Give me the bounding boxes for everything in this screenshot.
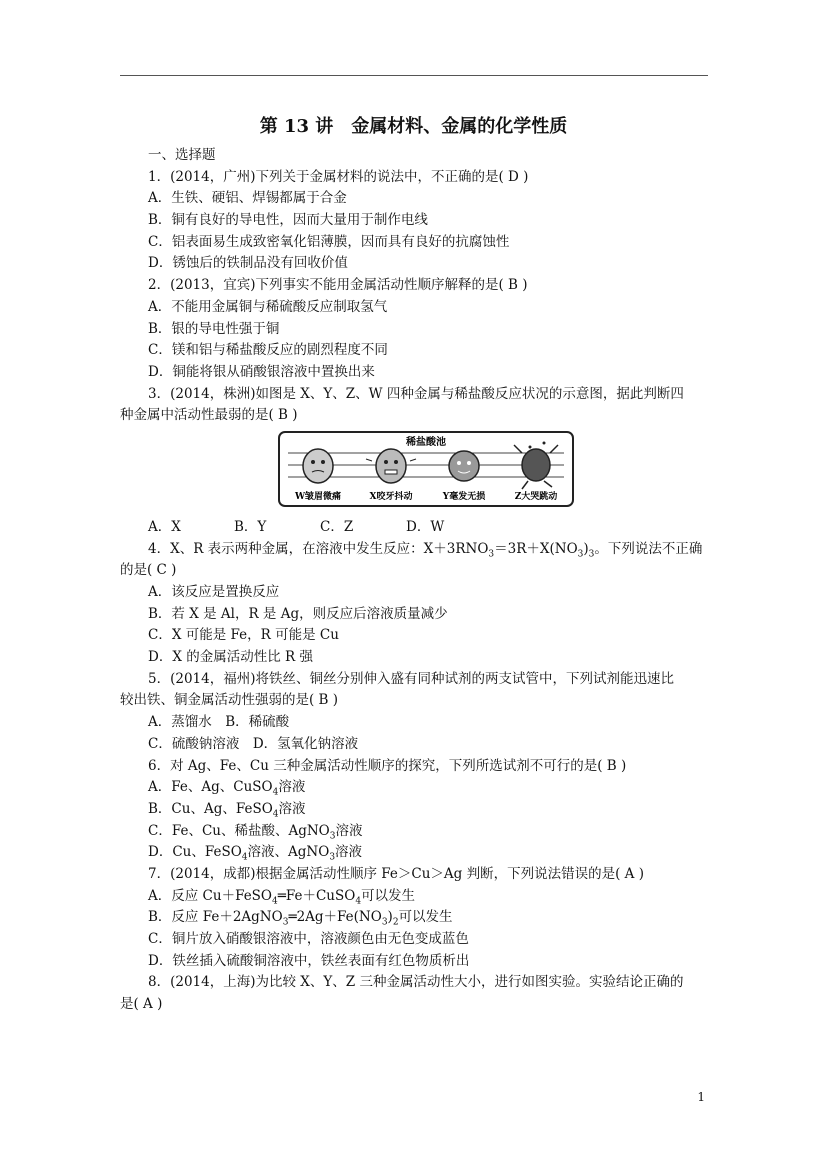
- q5-stem-line1: 5．(2014，福州)将铁丝、铜丝分别伸入盛有同种试剂的两支试管中，下列试剂能迅速比: [148, 670, 674, 687]
- q6-option-d: D．Cu、FeSO$_4$溶液、AgNO$_3$溶液: [148, 844, 363, 863]
- reaction-pool-illustration: [278, 431, 574, 507]
- q3-option-a: A．X: [148, 518, 181, 535]
- q3-stem-line1: 3．(2014，株洲)如图是 X、Y、Z、W 四种金属与稀盐酸反应状况的示意图，据此判断四: [148, 385, 684, 402]
- q1-stem: 1．(2014，广州)下列关于金属材料的说法中，不正确的是( D ): [148, 168, 529, 185]
- caption-z: Z大哭跳动: [514, 491, 558, 502]
- q3-option-b: B．Y: [234, 518, 267, 535]
- section-heading: 一、选择题: [148, 147, 216, 163]
- caption-y: Y毫发无损: [442, 491, 486, 502]
- q6-option-c: C．Fe、Cu、稀盐酸、AgNO$_3$溶液: [148, 822, 363, 842]
- caption-w: W皱眉微痛: [294, 491, 342, 502]
- q6-stem: 6．对 Ag、Fe、Cu 三种金属活动性顺序的探究，下列所选试剂不可行的是( B ): [148, 757, 627, 774]
- q7-option-c: C．铜片放入硝酸银溶液中，溶液颜色由无色变成蓝色: [148, 931, 469, 947]
- q4-option-d: D．X 的金属活动性比 R 强: [148, 649, 313, 666]
- q2-stem: 2．(2013，宜宾)下列事实不能用金属活动性顺序解释的是( B ): [148, 277, 528, 294]
- q8-stem-line1: 8．(2014，上海)为比较 X、Y、Z 三种金属活动性大小，进行如图实验。实验结论正确的: [148, 974, 684, 991]
- q7-option-d: D．铁丝插入硫酸铜溶液中，铁丝表面有红色物质析出: [148, 952, 470, 969]
- q5-stem-line2: 较出铁、铜金属活动性强弱的是( B ): [120, 692, 339, 709]
- q4-stem-line2: 的是( C ): [120, 562, 177, 579]
- q4-option-c: C．X 可能是 Fe，R 可能是 Cu: [148, 627, 339, 644]
- q4-option-a: A．该反应是置换反应: [148, 584, 280, 600]
- q1-option-c: C．铝表面易生成致密氧化铝薄膜，因而具有良好的抗腐蚀性: [148, 233, 510, 250]
- q5-options-ab: A．蒸馏水 B．稀硫酸: [148, 714, 290, 731]
- q4-stem-line1: 4．X、R 表示两种金属，在溶液中发生反应：$X+3RNO_3=3R+X(NO_3)_3$。下列说法不正确: [148, 540, 703, 560]
- q3-options: [120, 517, 708, 539]
- q5-options-cd: C．硫酸钠溶液 D．氢氧化钠溶液: [148, 735, 359, 752]
- q2-option-d: D．铜能将银从硝酸银溶液中置换出来: [148, 363, 375, 380]
- q7-option-a: A．反应 Cu＋FeSO$_4$═Fe＋CuSO$_4$可以发生: [148, 887, 416, 907]
- metal-w-figure: [303, 449, 333, 483]
- q1-option-a: A．生铁、硬铝、焊锡都属于合金: [148, 190, 347, 207]
- q7-option-b: B．反应 $Fe+2AgNO_3═2Ag+Fe(NO_3)_2$可以发生: [148, 909, 453, 928]
- q7-stem: 7．(2014，成都)根据金属活动性顺序 Fe＞Cu＞Ag 判断，下列说法错误的是( A ): [148, 865, 644, 882]
- metal-y-figure: [449, 451, 479, 481]
- q4-option-b: B．若 X 是 Al，R 是 Ag，则反应后溶液质量减少: [148, 605, 448, 622]
- reaction-pool-figure: [278, 431, 574, 507]
- q3-option-c: C．Z: [320, 518, 354, 535]
- pool-label: 稀盐酸池: [406, 436, 446, 448]
- page-number: 1: [697, 1090, 705, 1104]
- q3-stem-line2: 种金属中活动性最弱的是( B ): [120, 407, 298, 424]
- q1-option-d: D．锈蚀后的铁制品没有回收价值: [148, 255, 348, 272]
- q1-option-b: B．铜有良好的导电性，因而大量用于制作电线: [148, 212, 428, 229]
- caption-x: X咬牙抖动: [369, 491, 413, 502]
- q6-option-b: B．Cu、Ag、FeSO$_4$溶液: [148, 800, 306, 820]
- q2-option-b: B．银的导电性强于铜: [148, 320, 280, 337]
- q8-stem-line2: 是( A ): [120, 996, 163, 1013]
- question-list: [120, 145, 708, 1016]
- q2-option-a: A．不能用金属铜与稀硫酸反应制取氢气: [148, 298, 388, 315]
- page-title: 第 13 讲 金属材料、金属的化学性质: [259, 116, 568, 137]
- q3-option-d: D．W: [406, 518, 445, 535]
- q6-option-a: A．Fe、Ag、CuSO$_4$溶液: [148, 779, 306, 798]
- q2-option-c: C．镁和铝与稀盐酸反应的剧烈程度不同: [148, 342, 388, 359]
- header-rule: [120, 75, 708, 76]
